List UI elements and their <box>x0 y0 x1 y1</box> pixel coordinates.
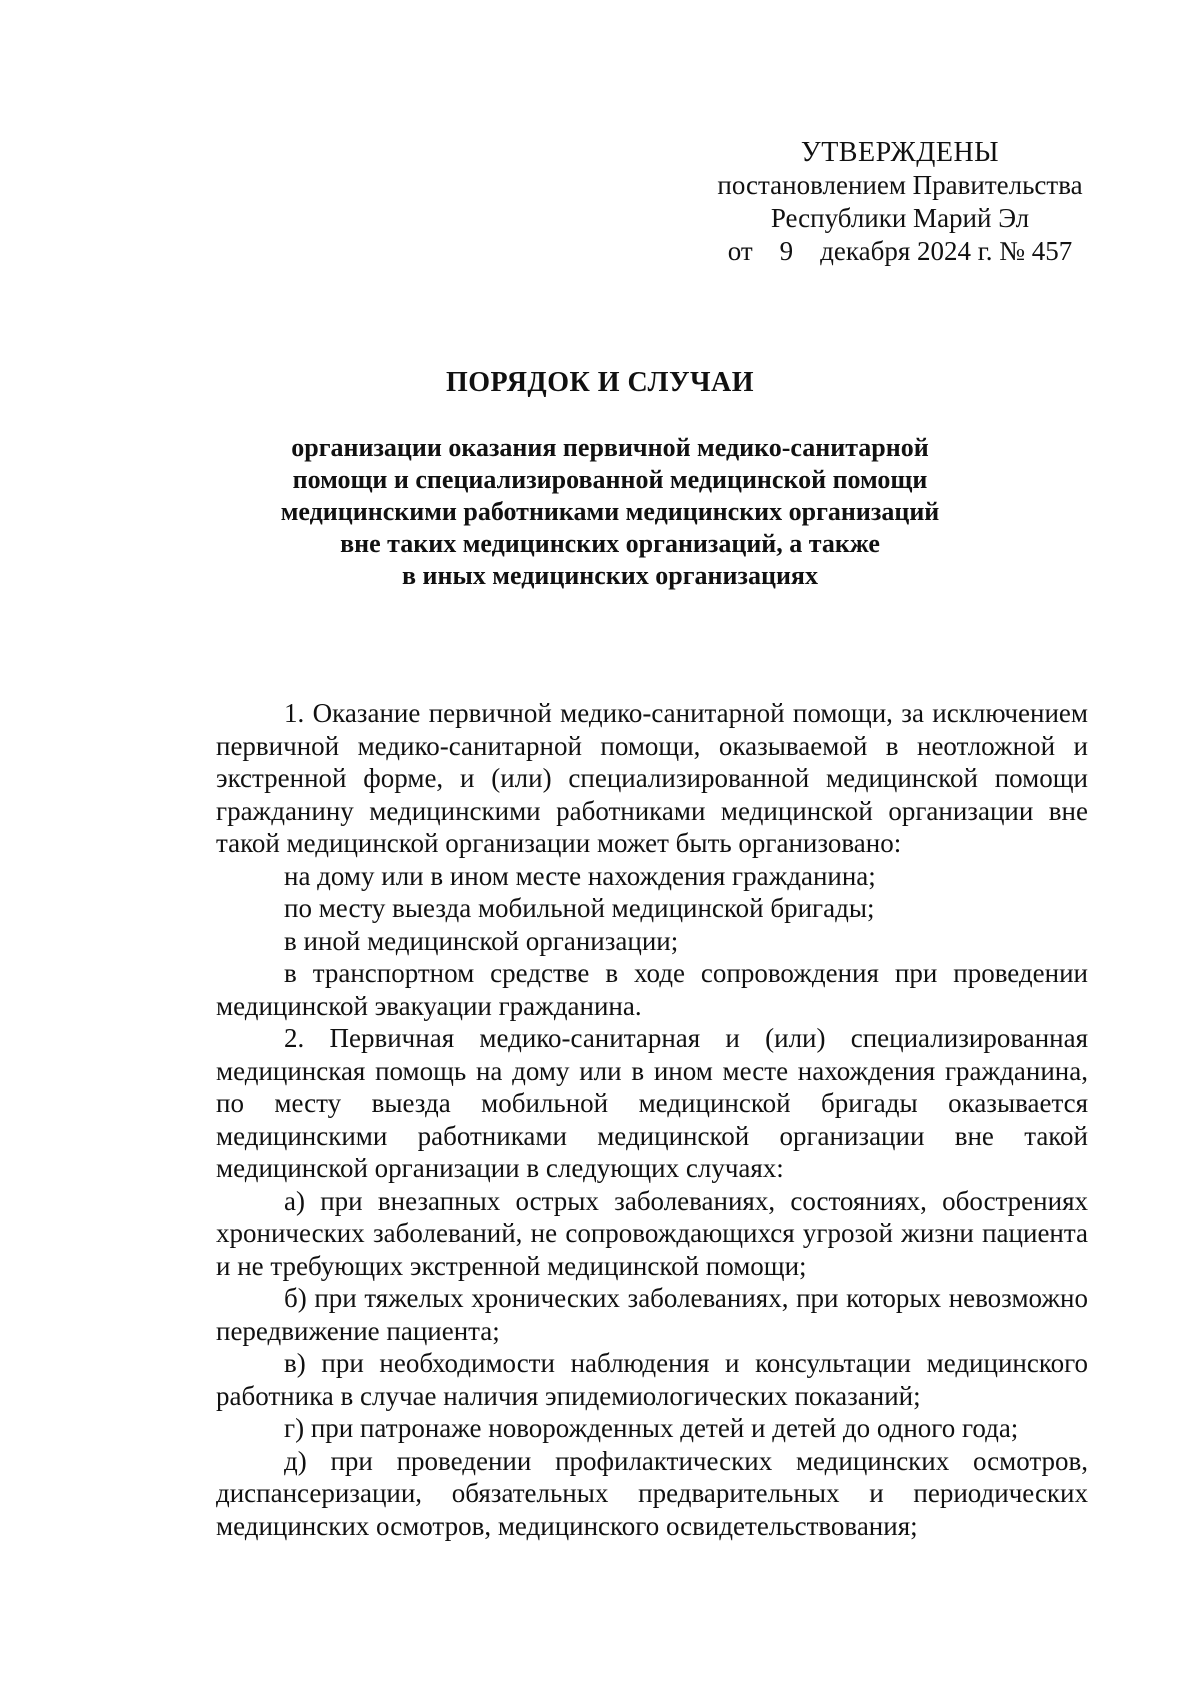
paragraph-1: 1. Оказание первичной медико-санитарной помощи, за исключением первичной медико-санитарной помощи, оказываемой в неотложной и экстренной форме, и (или) специализированной медицинской помощи гражданину медицинскими работниками медицинской организации вне такой медицинской организации может быть организовано: <box>216 698 1088 858</box>
approval-line-2: постановлением Правительства <box>717 170 1083 200</box>
document-subtitle <box>230 432 990 592</box>
approval-stamp <box>700 136 1100 268</box>
list-item: на дому или в ином месте нахождения гражданина; <box>284 860 876 891</box>
list-item: по месту выезда мобильной медицинской бригады; <box>284 893 875 923</box>
subtitle-line: помощи и специализированной медицинской помощи <box>292 465 928 494</box>
approval-line-3: Республики Марий Эл <box>770 203 1030 233</box>
subtitle-line: вне таких медицинских организаций, а также <box>340 529 880 558</box>
list-item: д) при проведении профилактических медицинских осмотров, диспансеризации, обязательных предварительных и периодических медицинских осмотров, медицинского освидетельствования; <box>216 1445 1088 1541</box>
list-item: б) при тяжелых хронических заболеваниях, при которых невозможно передвижение пациента; <box>216 1283 1088 1346</box>
list-item: в иной медицинской организации; <box>284 925 679 956</box>
subtitle-line: медицинскими работниками медицинских организаций <box>280 497 940 526</box>
subtitle-line: организации оказания первичной медико-санитарной <box>291 433 929 462</box>
list-item: г) при патронаже новорожденных детей и детей до одного года; <box>284 1413 1019 1443</box>
paragraph-2: 2. Первичная медико-санитарная и (или) специализированная медицинская помощь на дому или в ином месте нахождения гражданина, по месту выезда мобильной медицинской бригады оказывается медицинскими работниками медицинской организации вне такой медицинской организации в следующих случаях: <box>216 1023 1088 1183</box>
approval-heading: УТВЕРЖДЕНЫ <box>800 137 1000 168</box>
document-body <box>216 697 1088 1542</box>
list-item: в) при необходимости наблюдения и консультации медицинского работника в случае наличия эпидемиологических показаний; <box>216 1348 1088 1411</box>
document-title: ПОРЯДОК И СЛУЧАИ <box>445 367 755 398</box>
list-item: а) при внезапных острых заболеваниях, состояниях, обострениях хронических заболеваний, не сопровождающихся угрозой жизни пациента и не требующих экстренной медицинской помощи; <box>216 1185 1088 1281</box>
approval-date-line: от 9 декабря 2024 г. № 457 <box>727 236 1073 266</box>
list-item: в транспортном средстве в ходе сопровождения при проведении медицинской эвакуации гражданина. <box>216 958 1088 1021</box>
subtitle-line: в иных медицинских организациях <box>402 561 818 590</box>
